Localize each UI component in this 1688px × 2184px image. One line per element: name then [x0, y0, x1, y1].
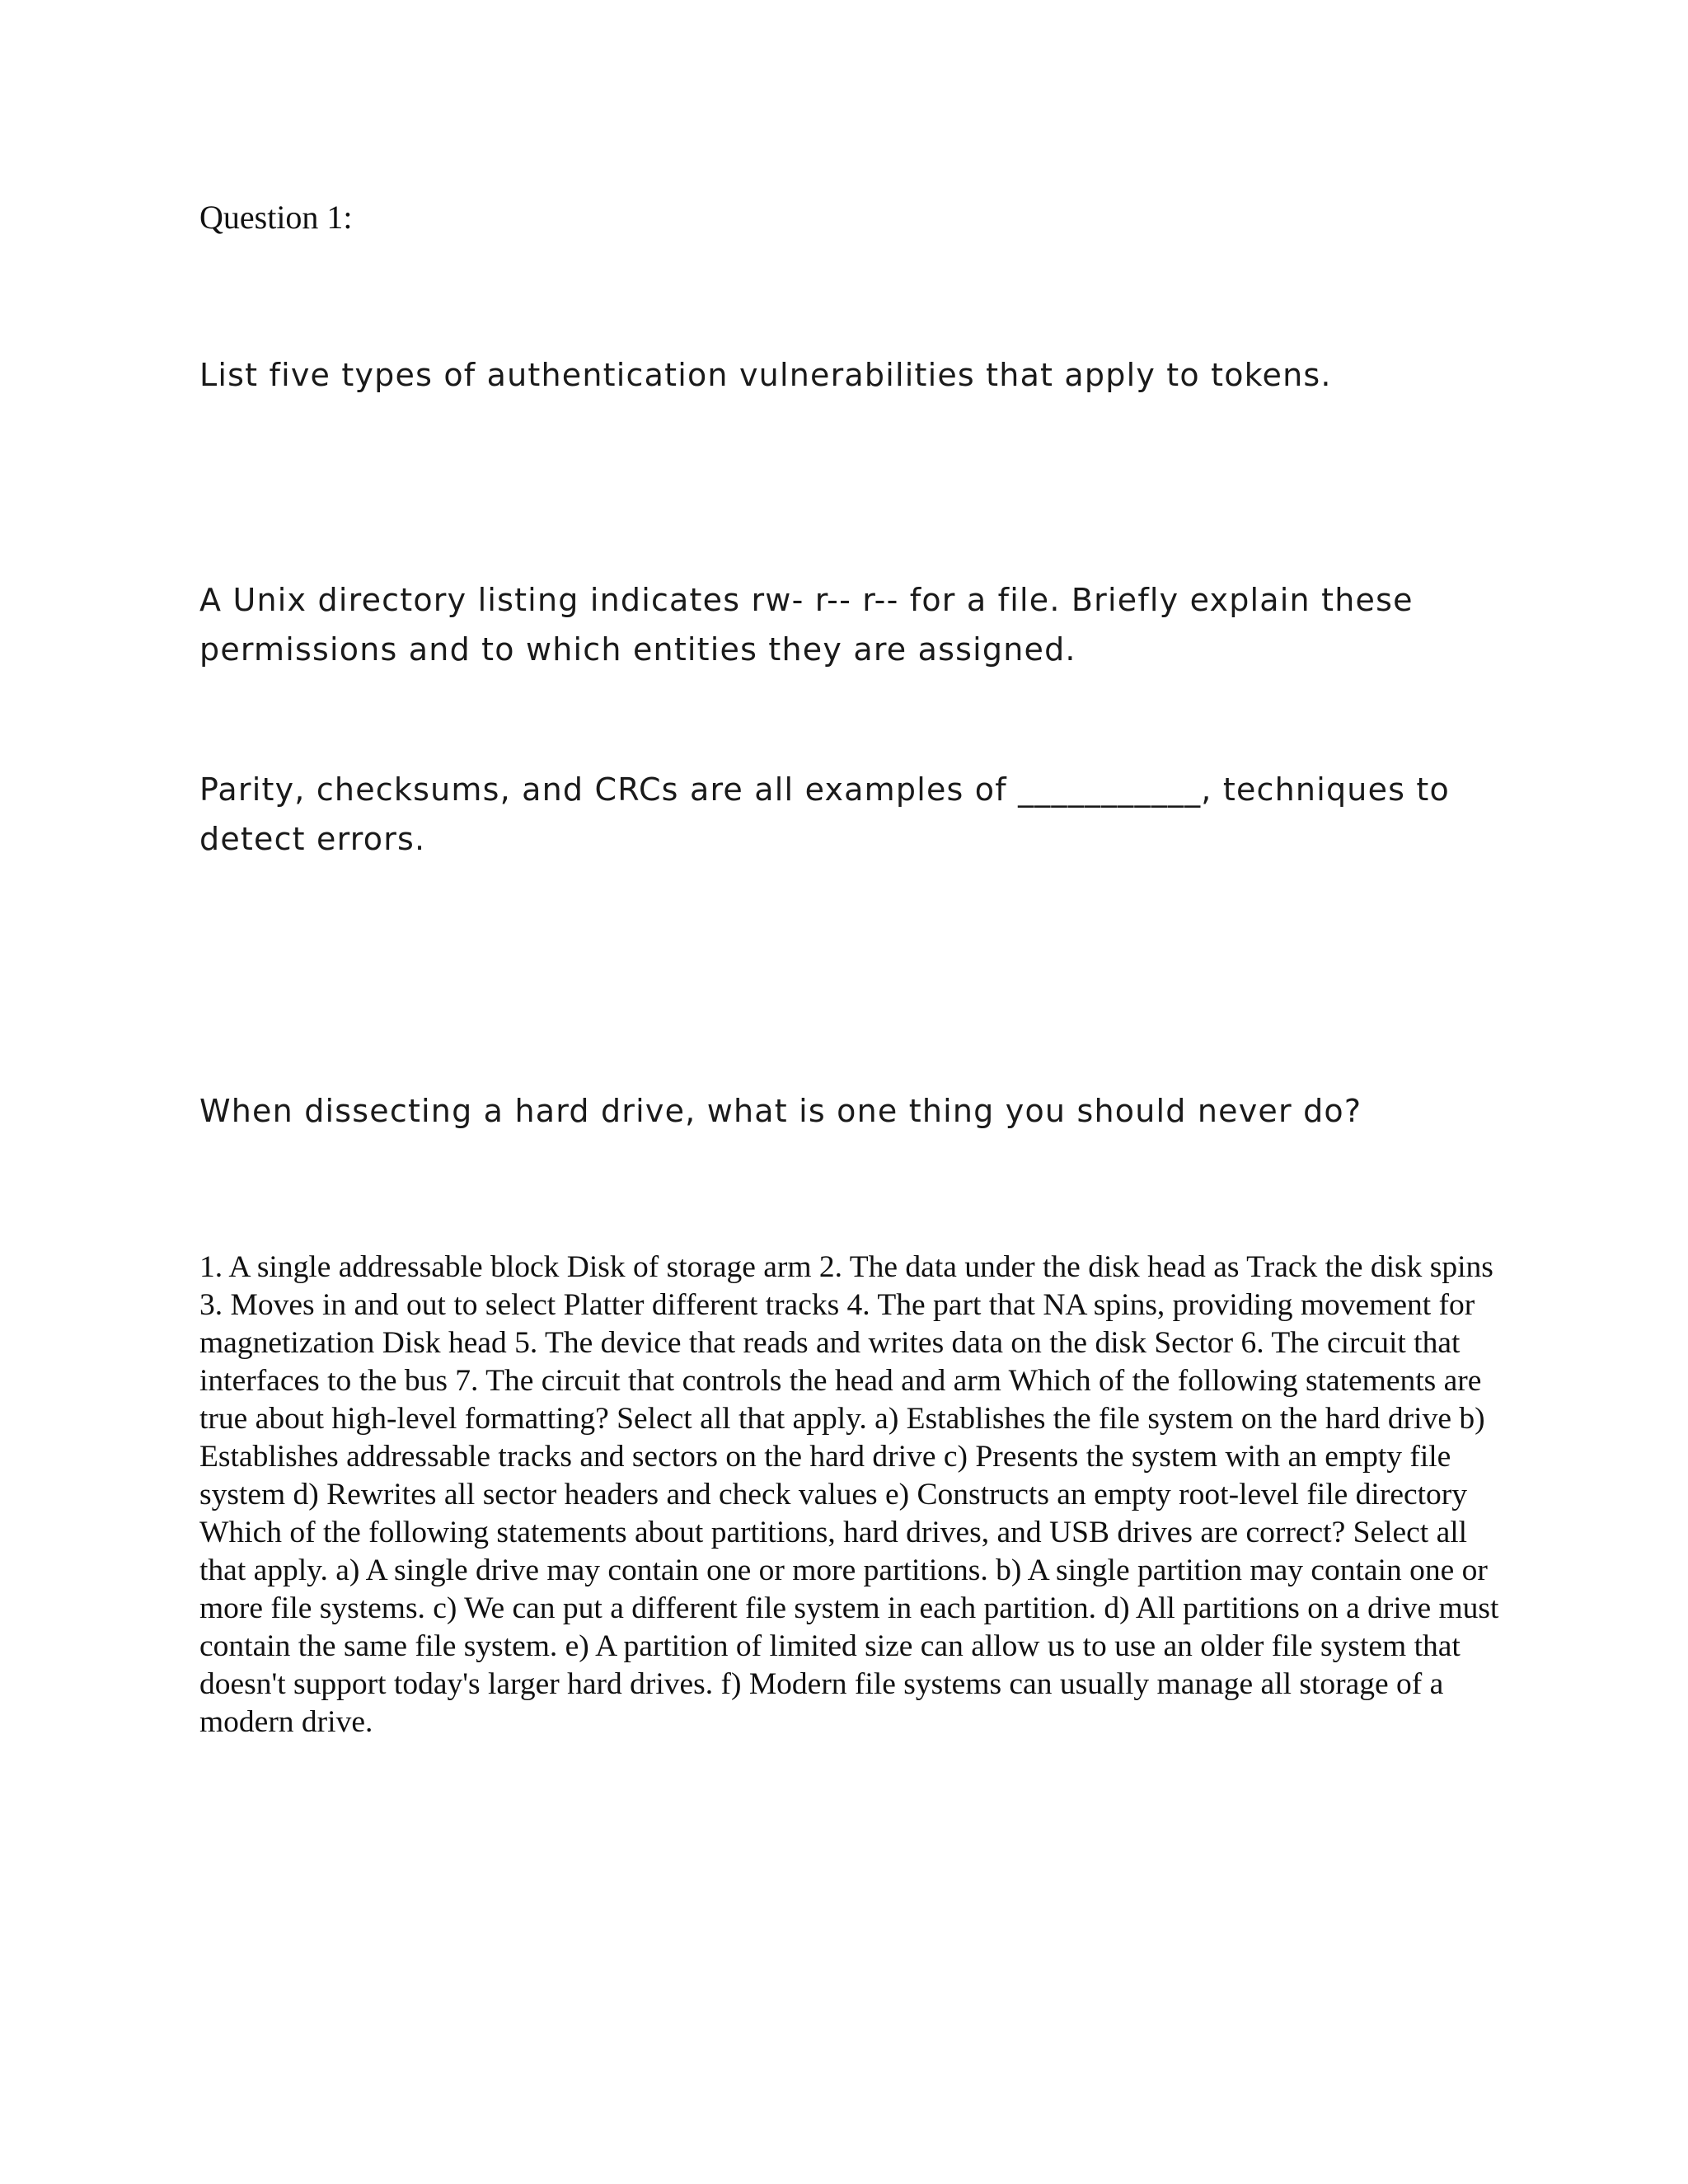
question-hard-drive-dissection: When dissecting a hard drive, what is one thing you should never do? [199, 1093, 1362, 1129]
question-tokens-vulnerabilities: List five types of authentication vulnerabilities that apply to tokens. [199, 357, 1332, 393]
question-disk-matching-and-formatting: 1. A single addressable block Disk of storage arm 2. The data under the disk head as Track the disk spins 3. Moves in and out to select Platter different tracks 4. The part that NA spins, providing movement for magnetization Disk head 5. The device that reads and writes data on the disk Sector 6. The circuit that interfaces to the bus 7. The circuit that controls the head and arm Which of the following statements are true about high-level formatting? Select all that apply. a) Establishes the file system on the hard drive b) Establishes addressable tracks and sectors on the hard drive c) Presents the system with an empty file system d) Rewrites all sector headers and check values e) Constructs an empty root-level file directory Which of the following statements about partitions, hard drives, and USB drives are correct? Select all that apply. a) A single drive may contain one or more partitions. b) A single partition may contain one or more file systems. c) We can put a different file system in each partition. d) All partitions on a drive must contain the same file system. e) A partition of limited size can allow us to use an older file system that doesn't support today's larger hard drives. f) Modern file systems can usually manage all storage of a modern drive. [199, 1250, 1499, 1739]
question-heading: Question 1: [199, 199, 353, 236]
question-error-detection: Parity, checksums, and CRCs are all examples of ___________, techniques to detect errors. [199, 771, 1450, 857]
question-unix-permissions: A Unix directory listing indicates rw- r-- r-- for a file. Briefly explain these permissions and to which entities they are assigned. [199, 582, 1414, 668]
